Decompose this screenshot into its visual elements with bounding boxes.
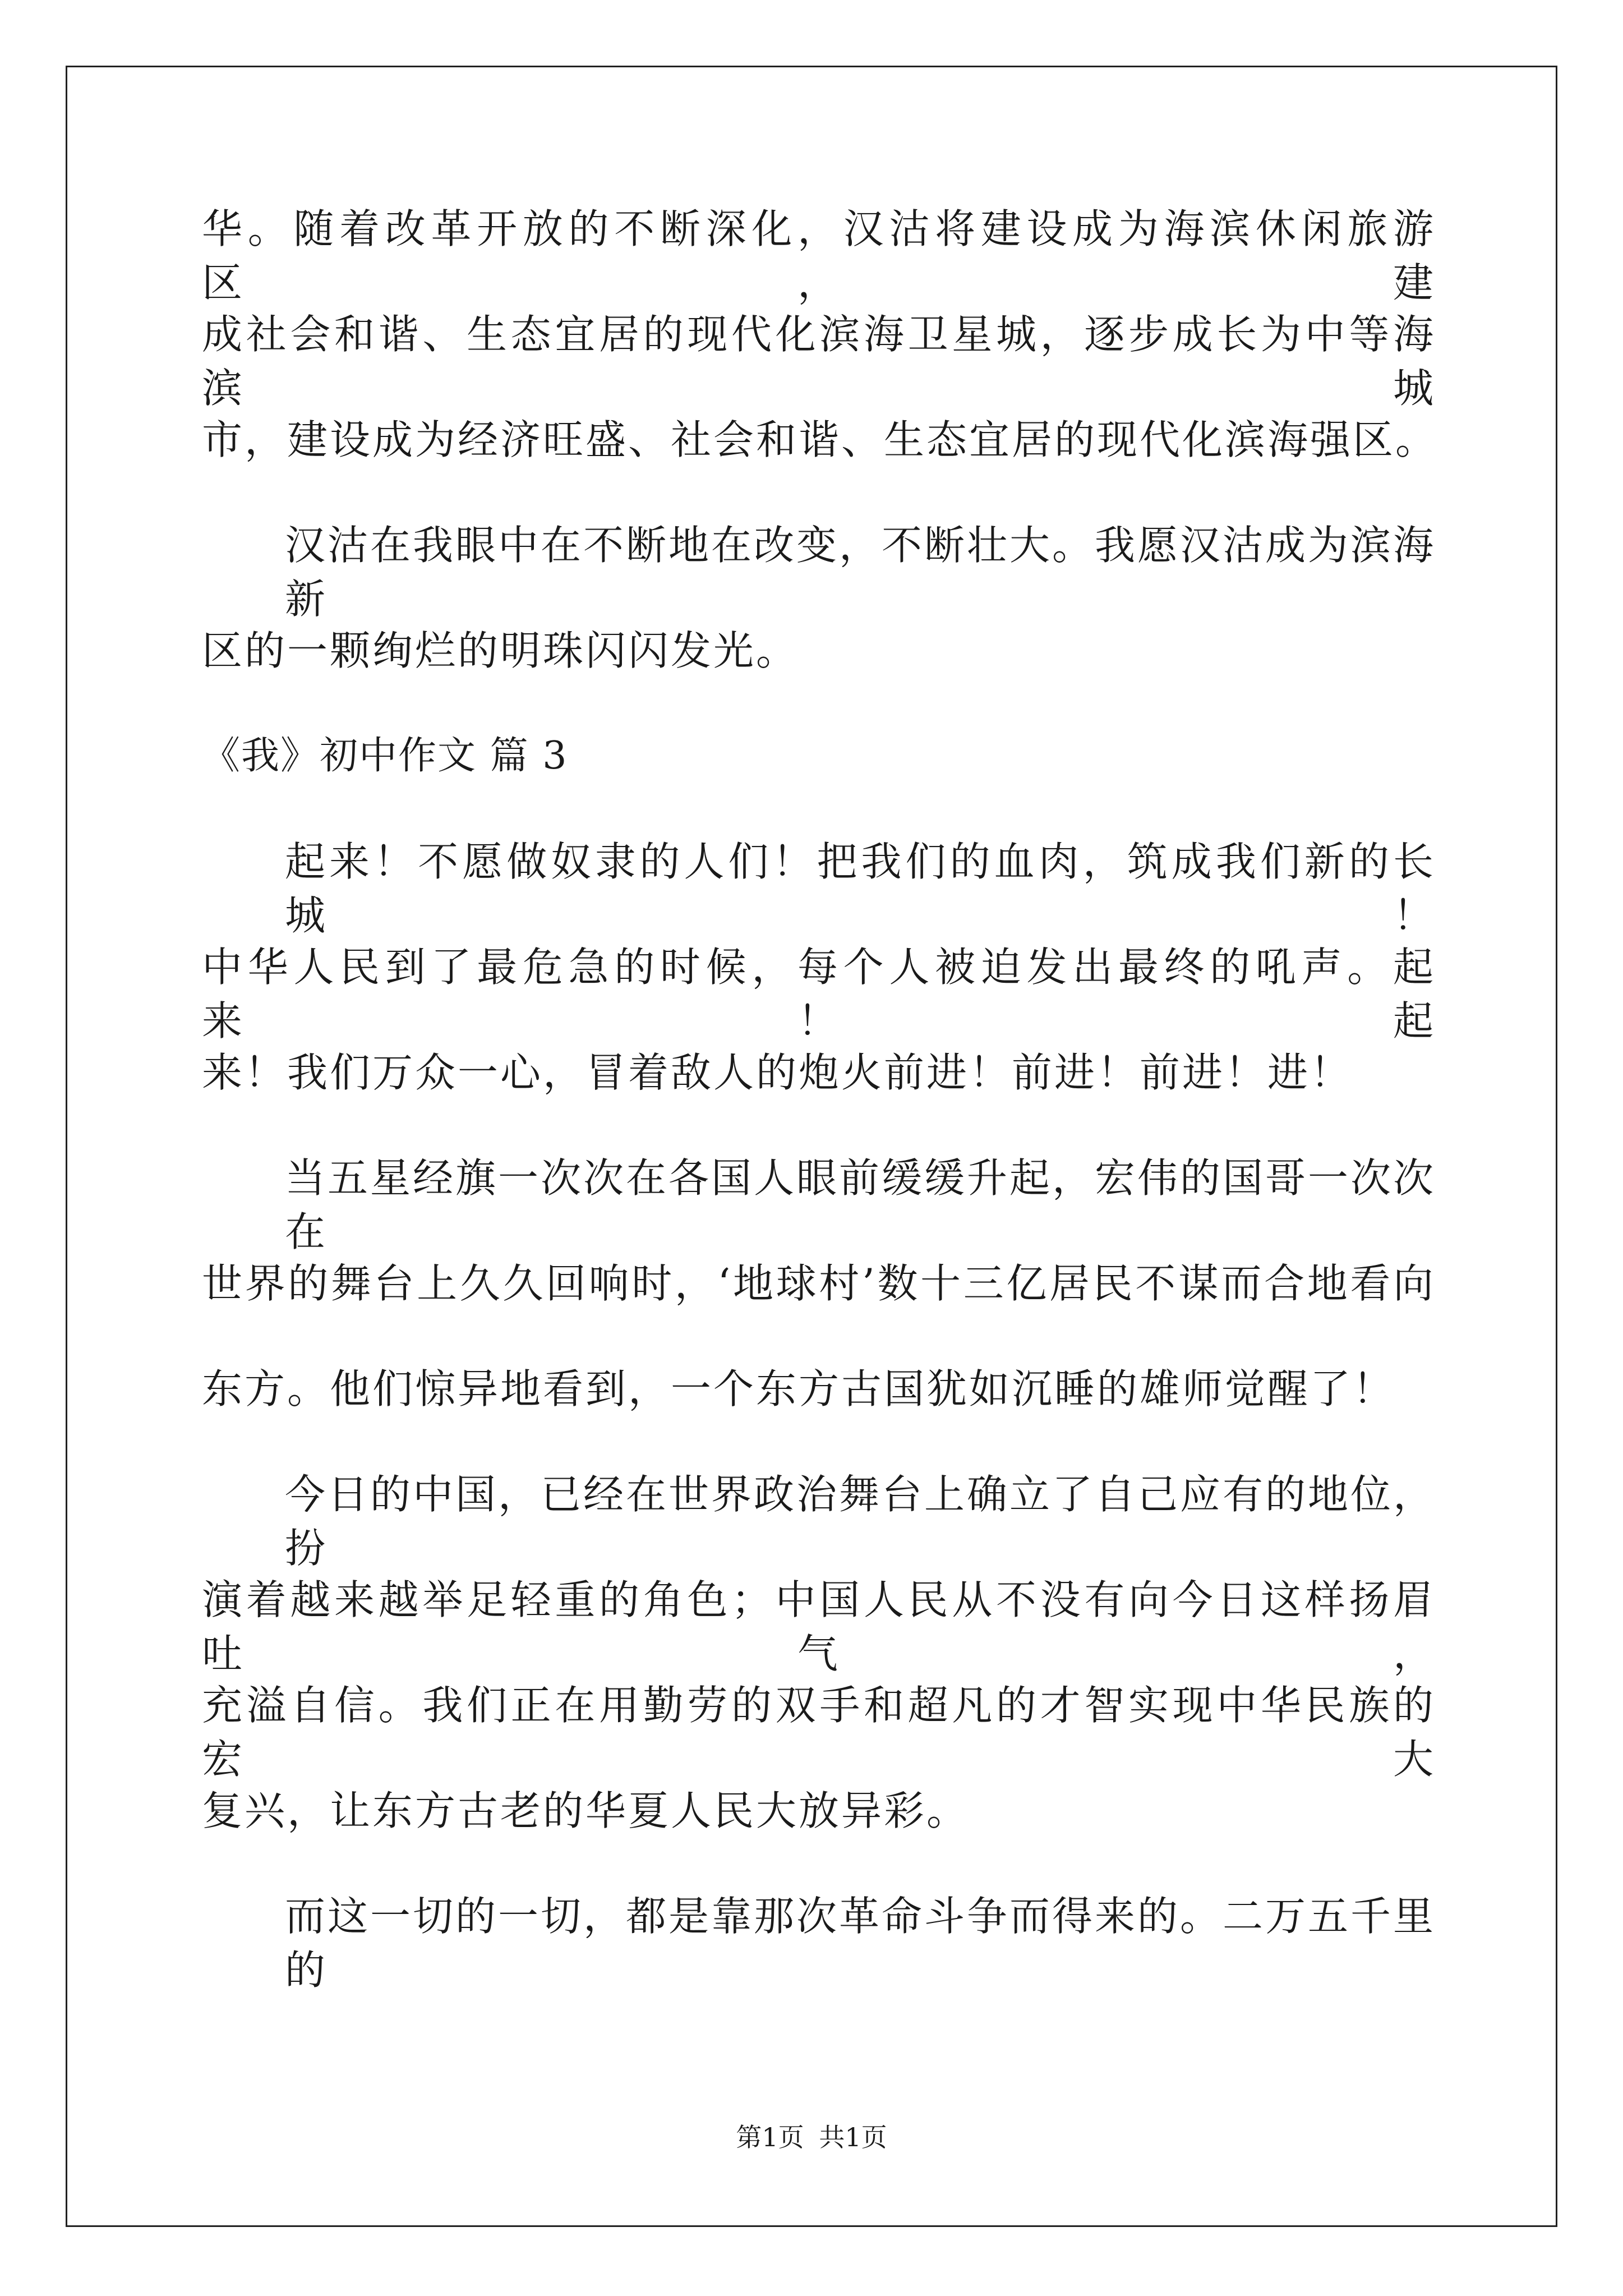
text-line: 起来！不愿做奴隶的人们！把我们的血肉，筑成我们新的长城！ <box>285 838 1436 939</box>
text-line: 市，建设成为经济旺盛、社会和谐、生态宜居的现代化滨海强区。 <box>202 416 1438 463</box>
text-line: 演着越来越举足轻重的角色；中国人民从不没有向今日这样扬眉吐气， <box>202 1576 1436 1677</box>
text-line: 来！我们万众一心，冒着敌人的炮火前进！前进！前进！进！ <box>202 1049 1353 1096</box>
text-line: 成社会和谐、生态宜居的现代化滨海卫星城，逐步成长为中等海滨城 <box>202 311 1436 412</box>
page-number: 第1页 <box>736 2122 804 2152</box>
text-line: 区的一颗绚烂的明珠闪闪发光。 <box>202 627 799 674</box>
text-line: 而这一切的一切，都是靠那次革命斗争而得来的。二万五千里的 <box>285 1893 1436 1994</box>
text-line: 充溢自信。我们正在用勤劳的双手和超凡的才智实现中华民族的宏大 <box>202 1682 1436 1783</box>
text-line: 今日的中国，已经在世界政治舞台上确立了自己应有的地位，扮 <box>285 1471 1436 1572</box>
section-heading: 《我》初中作文 篇 3 <box>202 734 568 778</box>
page-footer <box>0 2120 1623 2154</box>
text-line: 华。随着改革开放的不断深化，汉沽将建设成为海滨休闲旅游区，建 <box>202 205 1436 306</box>
text-line: 世界的舞台上久久回响时，‘地球村’数十三亿居民不谋而合地看向 <box>202 1260 1436 1307</box>
text-line: 复兴，让东方古老的华夏人民大放异彩。 <box>202 1787 970 1834</box>
document-body <box>202 202 1436 1995</box>
text-line: 东方。他们惊异地看到，一个东方古国犹如沉睡的雄师觉醒了！ <box>202 1365 1396 1412</box>
page-total: 共1页 <box>819 2122 887 2152</box>
text-line: 当五星经旗一次次在各国人眼前缓缓升起，宏伟的国哥一次次在 <box>285 1154 1436 1255</box>
text-line: 汉沽在我眼中在不断地在改变，不断壮大。我愿汉沽成为滨海新 <box>285 522 1436 623</box>
text-line: 中华人民到了最危急的时候，每个人被迫发出最终的吼声。起来！起 <box>202 944 1436 1045</box>
